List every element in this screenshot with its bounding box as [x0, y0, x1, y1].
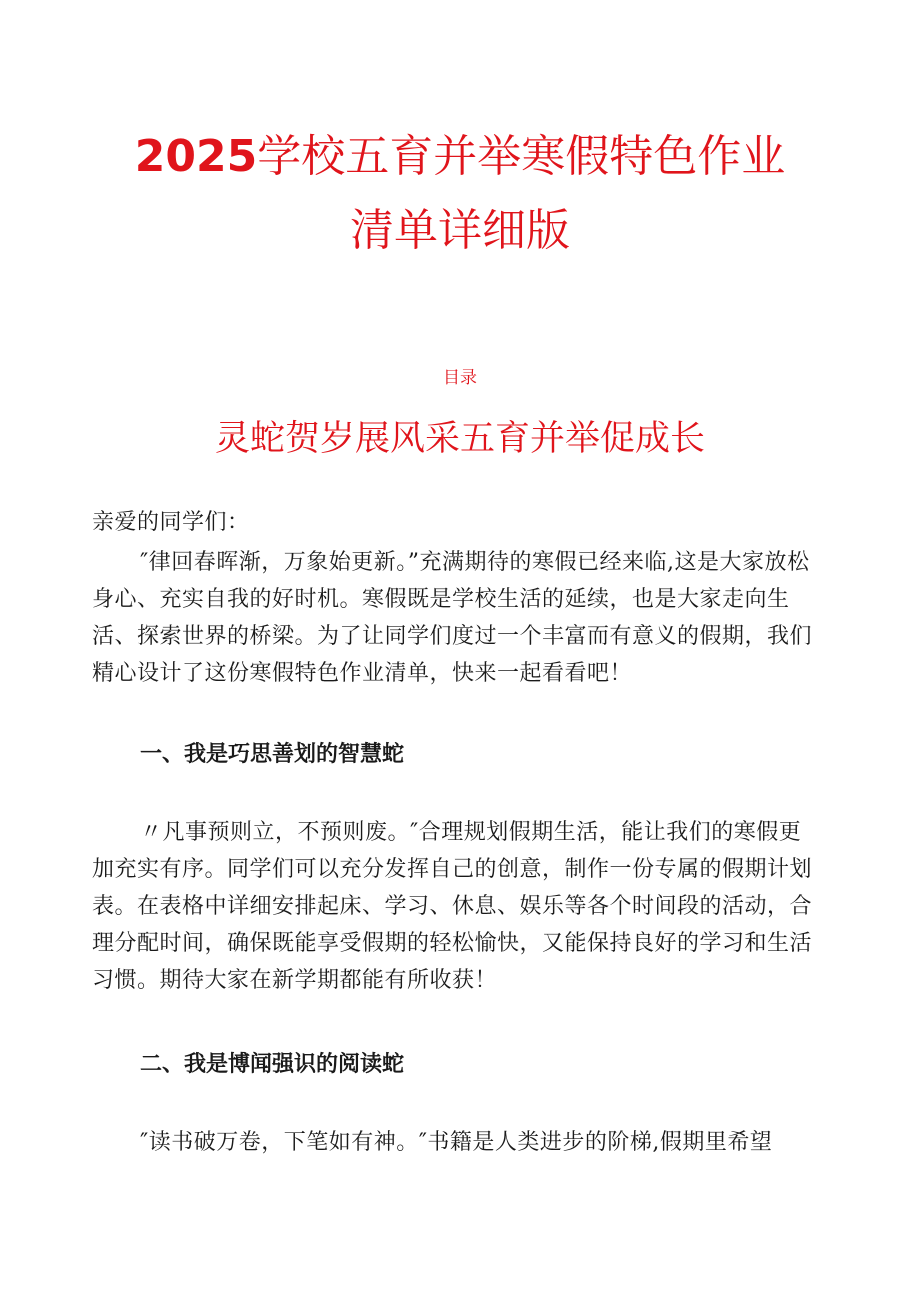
document-subtitle: 灵蛇贺岁展风采五育并举促成长	[214, 419, 705, 459]
title-line-1-rest: 学校五育并举寒假特色作业	[257, 131, 786, 182]
document-title-line-2: 清单详细版	[350, 205, 570, 256]
document-title-line-1	[0, 126, 920, 188]
intro-paragraph: ″律回春晖渐，万象始更新。”充满期待的寒假已经来临,这是大家放松身心、充实自我的好时机。寒假既是学校生活的延续，也是大家走向生活、探索世界的桥梁。为了让同学们度过一个丰富而有意义的假期，我们精心设计了这份寒假特色作业清单，快来一起看看吧！	[92, 550, 813, 686]
title-year: 2025	[134, 131, 258, 182]
greeting: 亲爱的同学们：	[92, 510, 250, 535]
section-2-paragraph: ″读书破万卷，下笔如有神。″书籍是人类进步的阶梯,假期里希望	[140, 1130, 773, 1155]
table-of-contents-label: 目录	[443, 368, 477, 388]
section-1-heading: 一、我是巧思善划的智慧蛇	[140, 742, 405, 767]
section-1-paragraph: 〃凡事预则立，不预则废。″合理规划假期生活，能让我们的寒假更加充实有序。同学们可以充分发挥自己的创意，制作一份专属的假期计划表。在表格中详细安排起床、学习、休息、娱乐等各个时间段的活动，合理分配时间，确保既能享受假期的轻松愉快，又能保持良好的学习和生活习惯。期待大家在新学期都能有所收获！	[92, 820, 813, 993]
section-2-heading: 二、我是博闻强识的阅读蛇	[140, 1052, 405, 1077]
